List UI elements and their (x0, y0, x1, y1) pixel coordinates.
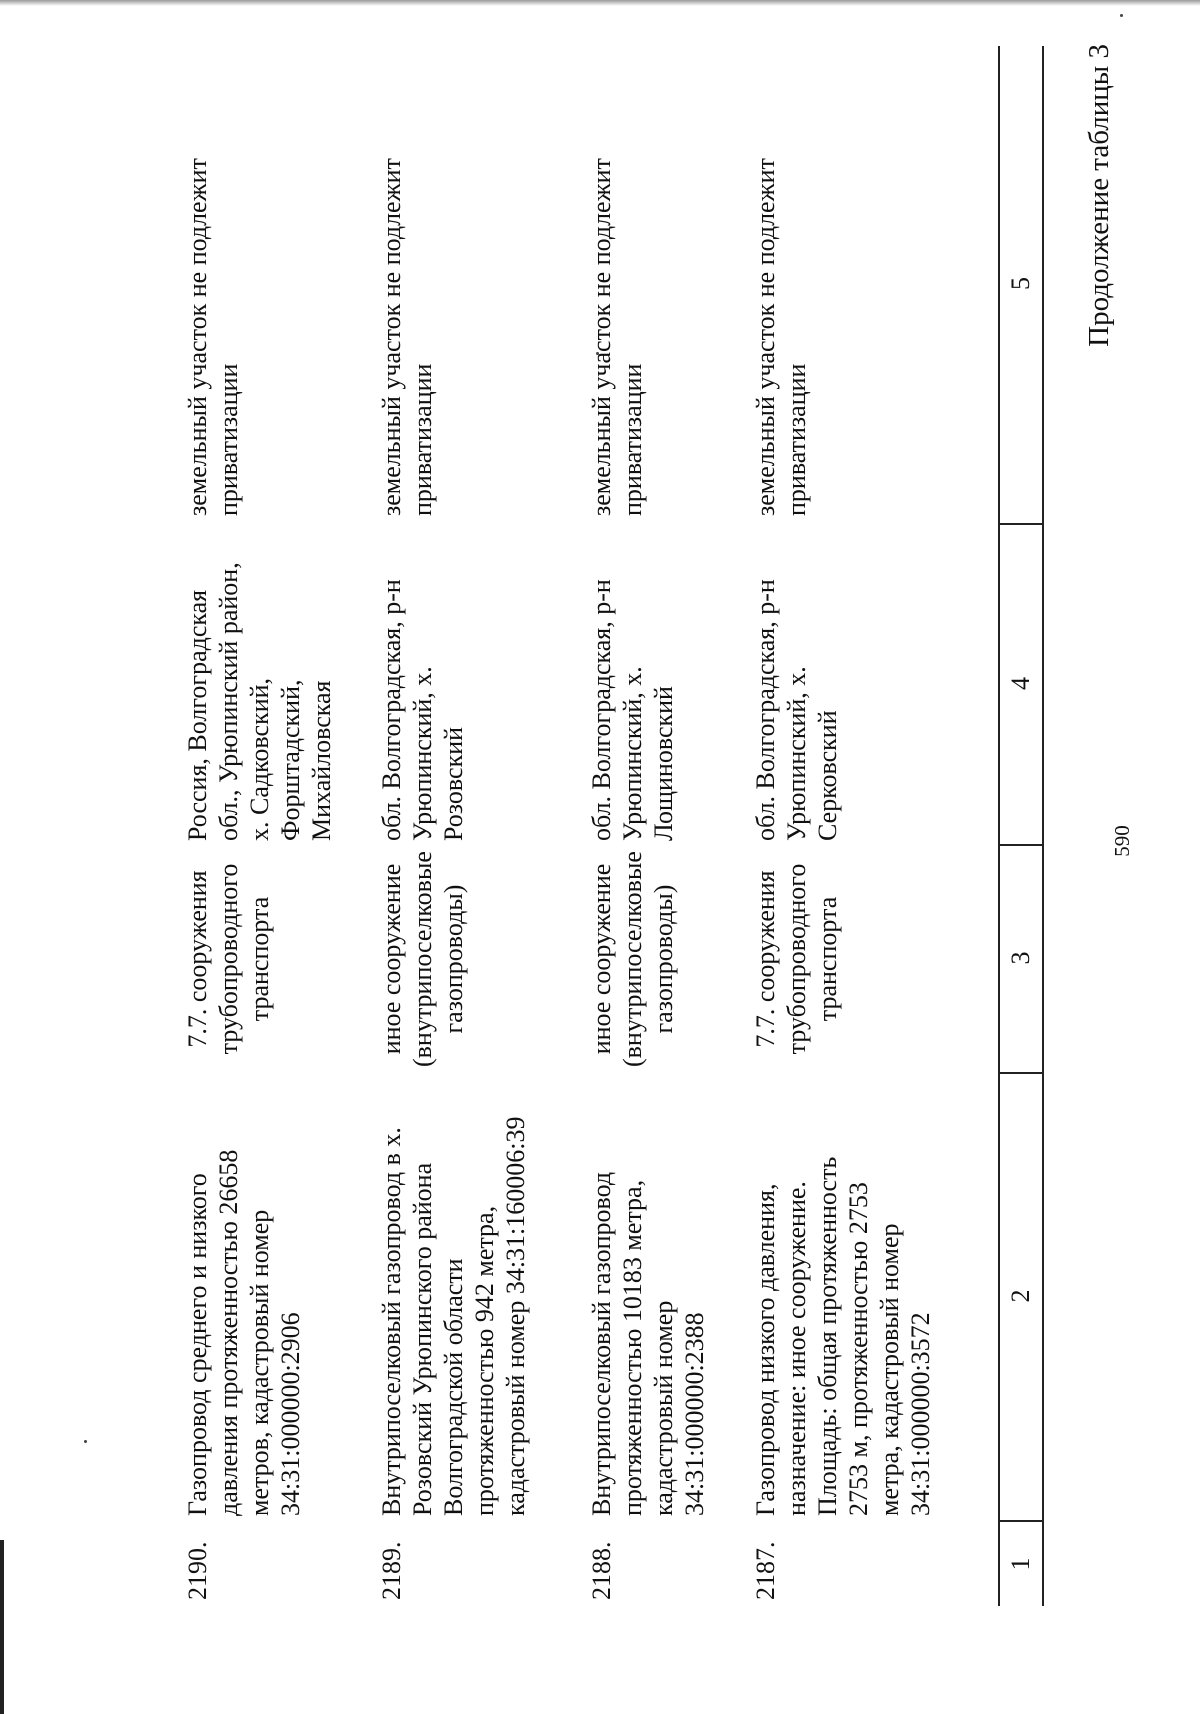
row-number: 2187. (751, 1541, 780, 1600)
object-address: обл. Волгоградская, р-н Урюпинский, х. Розовский (377, 579, 468, 841)
page-number: 590 (1110, 825, 1134, 857)
register-table (60, 46, 1040, 1606)
row-number: 2189. (377, 1541, 406, 1600)
table-row (750, 46, 986, 1606)
table-header (998, 46, 1044, 1606)
object-note: земельный участок не подлежит приватизации (377, 158, 437, 516)
object-type: 7.7. сооружения трубопроводного транспорта (751, 863, 842, 1055)
object-address: обл. Волгоградская, р-н Урюпинский, х. Лощиновский (587, 579, 678, 841)
object-note: земельный участок не подлежит приватизации (751, 158, 811, 516)
header-col-1: 1 (1006, 1557, 1035, 1571)
object-description: Внутрипоселковый газопровод протяженностью 10183 метра, кадастровый номер 34:31:000000:2388 (587, 1171, 709, 1516)
table-row (182, 46, 368, 1606)
object-note: земельный участок не подлежит приватизации (183, 158, 243, 516)
header-col-3: 3 (1000, 844, 1042, 1074)
object-address: Россия, Волгоградская обл., Урюпинский район, х. Садковский, Форштадский, Михайловская (183, 562, 336, 841)
header-col-2: 2 (1000, 1072, 1042, 1522)
table-row (376, 46, 576, 1606)
object-type: иное сооружение (внутрипоселковые газопроводы) (377, 851, 468, 1067)
object-description: Газопровод низкого давления, назначение: иное сооружение. Площадь: общая протяженность 2753 м, протяженностью 2753 метра, кадастровый номер 34:31:000000:3572 (751, 1156, 935, 1516)
header-col-5: 5 (1000, 44, 1042, 525)
object-type: 7.7. сооружения трубопроводного транспорта (183, 863, 274, 1055)
row-number: 2188. (587, 1541, 616, 1600)
row-number: 2190. (183, 1541, 212, 1600)
table-row (586, 46, 736, 1606)
header-col-4: 4 (1000, 523, 1042, 846)
object-description: Внутрипоселковый газопровод в х. Розовский Урюпинского района Волгоградской области протяженностью 942 метра, кадастровый номер 34:31:160006:39 (377, 1116, 530, 1516)
table-caption: Продолжение таблицы 3 (1083, 44, 1115, 347)
object-description: Газопровод среднего и низкого давления протяженностью 26658 метров, кадастровый номер 34:31:000000:2906 (183, 1149, 305, 1516)
object-address: обл. Волгоградская, р-н Урюпинский, х. Серковский (751, 579, 842, 841)
object-note: земельный участок не подлежит приватизации (587, 158, 647, 516)
object-type: иное сооружение (внутрипоселковые газопроводы) (587, 851, 678, 1067)
